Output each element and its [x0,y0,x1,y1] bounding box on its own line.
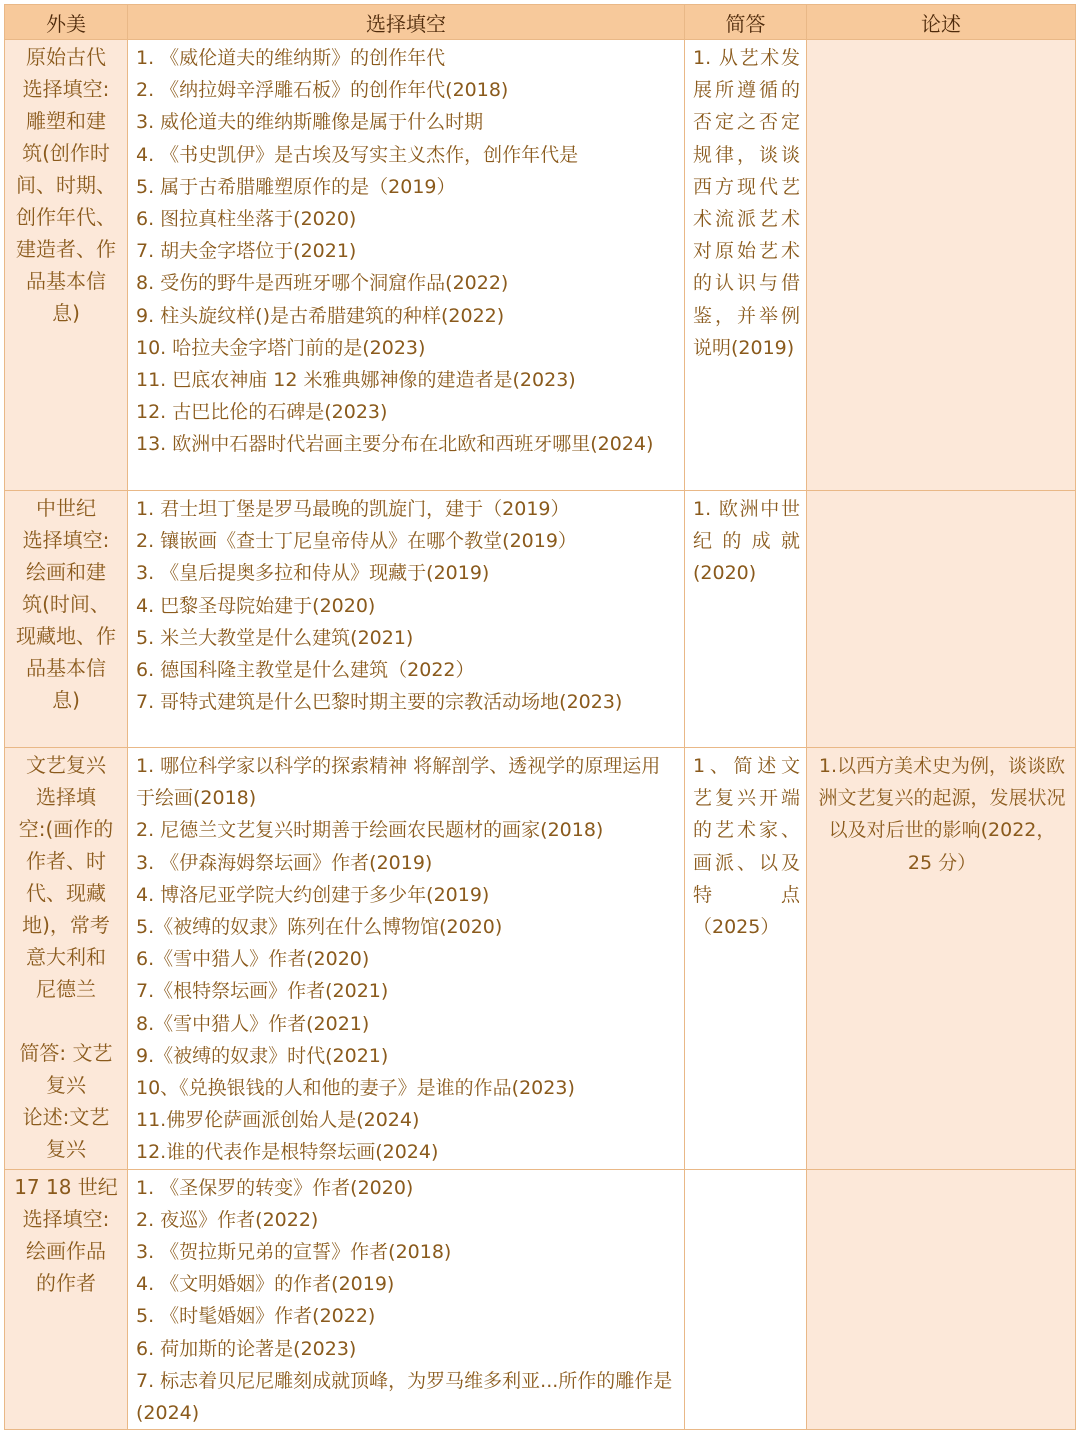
short-answer-cell: 1、简述文艺复兴开端的艺术家、画派、以及特点（2025） [685,748,807,1170]
list-item: 5. 属于古希腊雕塑原作的是（2019） [136,175,456,198]
list-item: 7. 标志着贝尼尼雕刻成就顶峰，为罗马维多利亚...所作的雕作是(2024) [136,1369,673,1425]
category-cell [5,491,128,748]
header-short-answer: 简答 [685,5,807,40]
list-item: 13. 欧洲中石器时代岩画主要分布在北欧和西班牙哪里(2024) [136,433,654,456]
essay-cell [807,40,1076,491]
list-item: 2. 《纳拉姆辛浮雕石板》的创作年代(2018) [136,79,509,102]
fill-in-cell [128,1169,685,1430]
exam-topics-table [4,4,1076,1430]
essay-cell [807,491,1076,748]
list-item: 11. 巴底农神庙 12 米雅典娜神像的建造者是(2023) [136,369,576,392]
header-essay: 论述 [807,5,1076,40]
list-item: 8. 受伤的野牛是西班牙哪个洞窟作品(2022) [136,272,509,295]
header-category: 外美 [5,5,128,40]
list-item: 10. 哈拉夫金字塔门前的是(2023) [136,336,426,359]
list-item: 1. 君士坦丁堡是罗马最晚的凯旋门，建于（2019） [136,498,570,520]
list-item: 3. 《贺拉斯兄弟的宣誓》作者(2018) [136,1241,452,1264]
table-row-medieval [5,491,1076,748]
list-item: 5. 米兰大教堂是什么建筑(2021) [136,626,414,649]
table-row-renaissance [5,748,1076,1170]
list-item: 2. 镶嵌画《查士丁尼皇帝侍从》在哪个教堂(2019） [136,530,577,553]
list-item: 4. 《书史凯伊》是古埃及写实主义杰作，创作年代是 [136,143,579,166]
list-item: 1. 《威伦道夫的维纳斯》的创作年代 [136,47,446,69]
essay-cell: 1.以西方美术史为例，谈谈欧洲文艺复兴的起源，发展状况以及对后世的影响(2022，25 分） [807,748,1076,1170]
short-answer-cell: 1. 从艺术发展所遵循的否定之否定规律，谈谈西方现代艺术流派艺术对原始艺术的认识与借鉴，并举例说明(2019) [685,40,807,491]
short-answer-cell [685,1169,807,1430]
category-cell [5,40,128,491]
short-answer-cell: 1. 欧洲中世纪的成就(2020) [685,491,807,748]
list-item: 7. 哥特式建筑是什么巴黎时期主要的宗教活动场地(2023) [136,691,623,714]
category-label: 17 18 世纪 选择填空: 绘画作品 的作者 [14,1174,118,1295]
list-item: 4. 巴黎圣母院始建于(2020) [136,594,376,617]
list-item: 9. 柱头旋纹样()是古希腊建筑的种样(2022) [136,304,505,327]
category-label: 原始古代 选择填空: 雕塑和建 筑(创作时 间、时期、 创作年代、 建造者、作 品基本信 息) [16,45,116,325]
list-item: 2. 夜巡》作者(2022) [136,1208,319,1231]
list-item: 5. 《时髦婚姻》作者(2022) [136,1305,376,1328]
fill-in-cell [128,491,685,748]
list-item: 4. 博洛尼亚学院大约创建于多少年(2019) [136,883,490,906]
list-item: 9.《被缚的奴隶》时代(2021) [136,1044,389,1067]
list-item: 7. 胡夫金字塔位于(2021) [136,240,357,263]
category-cell [5,1169,128,1430]
list-item: 6. 图拉真柱坐落于(2020) [136,208,357,231]
list-item: 3. 《皇后提奥多拉和侍从》现藏于(2019) [136,562,490,585]
list-item: 1. 哪位科学家以科学的探索精神 将解剖学、透视学的原理运用于绘画(2018) [136,755,661,810]
list-item: 8.《雪中猎人》作者(2021) [136,1012,370,1035]
category-label: 中世纪 选择填空: 绘画和建 筑(时间、 现藏地、作 品基本信 息) [16,496,116,712]
fill-in-cell [128,40,685,491]
list-item: 5.《被缚的奴隶》陈列在什么博物馆(2020) [136,916,503,939]
category-cell [5,748,128,1170]
list-item: 3. 威伦道夫的维纳斯雕像是属于什么时期 [136,111,484,134]
list-item: 10、《兑换银钱的人和他的妻子》是谁的作品(2023) [136,1077,575,1100]
essay-cell [807,1169,1076,1430]
list-item: 4. 《文明婚姻》的作者(2019) [136,1273,395,1296]
header-fill-in: 选择填空 [128,5,685,40]
header-row [5,5,1076,40]
list-item: 1. 《圣保罗的转变》作者(2020) [136,1176,414,1199]
list-item: 6.《雪中猎人》作者(2020) [136,948,370,971]
table-row-primitive-ancient [5,40,1076,491]
list-item: 11.佛罗伦萨画派创始人是(2024) [136,1109,420,1132]
list-item: 12. 古巴比伦的石碑是(2023) [136,401,388,424]
list-item: 7.《根特祭坛画》作者(2021) [136,980,389,1003]
table-row-17-18-century [5,1169,1076,1430]
list-item: 12.谁的代表作是根特祭坛画(2024) [136,1141,439,1164]
list-item: 6. 荷加斯的论著是(2023) [136,1337,357,1360]
list-item: 2. 尼德兰文艺复兴时期善于绘画农民题材的画家(2018) [136,819,604,842]
category-label: 文艺复兴 选择填 空:(画作的 作者、时 代、现藏 地)，常考 意大利和 尼德兰 简答: 文艺 复兴 论述:文艺 复兴 [18,753,114,1161]
list-item: 3. 《伊森海姆祭坛画》作者(2019) [136,851,433,874]
fill-in-cell [128,748,685,1170]
list-item: 6. 德国科隆主教堂是什么建筑（2022） [136,659,475,682]
